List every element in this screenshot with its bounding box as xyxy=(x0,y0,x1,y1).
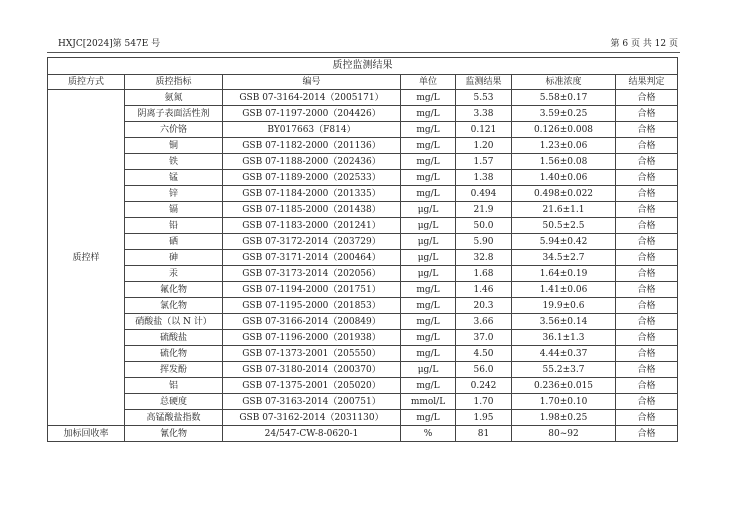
standard-cell: 0.236±0.015 xyxy=(512,378,616,394)
table-row xyxy=(48,314,678,330)
indicator-cell: 阴离子表面活性剂 xyxy=(125,106,223,122)
qc-method-cell: 加标回收率 xyxy=(48,426,125,442)
indicator-cell: 锰 xyxy=(125,170,223,186)
result-cell: 1.46 xyxy=(456,282,512,298)
standard-cell: 50.5±2.5 xyxy=(512,218,616,234)
standard-cell: 1.70±0.10 xyxy=(512,394,616,410)
indicator-cell: 氨氮 xyxy=(125,90,223,106)
code-cell: GSB 07-3163-2014（200751） xyxy=(223,394,401,410)
standard-cell: 4.44±0.37 xyxy=(512,346,616,362)
column-header: 监测结果 xyxy=(456,75,512,90)
standard-cell: 19.9±0.6 xyxy=(512,298,616,314)
result-cell: 37.0 xyxy=(456,330,512,346)
unit-cell: mg/L xyxy=(401,106,456,122)
indicator-cell: 锌 xyxy=(125,186,223,202)
table-row xyxy=(48,394,678,410)
standard-cell: 3.59±0.25 xyxy=(512,106,616,122)
unit-cell: μg/L xyxy=(401,234,456,250)
table-row xyxy=(48,186,678,202)
qc-method-cell: 质控样 xyxy=(48,90,125,426)
table-row xyxy=(48,426,678,442)
result-cell: 1.57 xyxy=(456,154,512,170)
result-cell: 1.20 xyxy=(456,138,512,154)
unit-cell: mg/L xyxy=(401,122,456,138)
unit-cell: mg/L xyxy=(401,298,456,314)
code-cell: BY017663（F814） xyxy=(223,122,401,138)
table-row xyxy=(48,138,678,154)
code-cell: GSB 07-3180-2014（200370） xyxy=(223,362,401,378)
table-row xyxy=(48,298,678,314)
result-cell: 50.0 xyxy=(456,218,512,234)
result-cell: 21.9 xyxy=(456,202,512,218)
judgement-cell: 合格 xyxy=(616,202,678,218)
unit-cell: μg/L xyxy=(401,202,456,218)
column-header: 质控指标 xyxy=(125,75,223,90)
judgement-cell: 合格 xyxy=(616,426,678,442)
code-cell: GSB 07-1375-2001（205020） xyxy=(223,378,401,394)
result-cell: 81 xyxy=(456,426,512,442)
indicator-cell: 铜 xyxy=(125,138,223,154)
table-row xyxy=(48,410,678,426)
unit-cell: mg/L xyxy=(401,90,456,106)
judgement-cell: 合格 xyxy=(616,106,678,122)
table-row xyxy=(48,234,678,250)
result-cell: 1.70 xyxy=(456,394,512,410)
judgement-cell: 合格 xyxy=(616,234,678,250)
table-row xyxy=(48,362,678,378)
result-cell: 20.3 xyxy=(456,298,512,314)
table-row xyxy=(48,346,678,362)
judgement-cell: 合格 xyxy=(616,282,678,298)
standard-cell: 21.6±1.1 xyxy=(512,202,616,218)
table-row xyxy=(48,218,678,234)
table-row xyxy=(48,170,678,186)
unit-cell: % xyxy=(401,426,456,442)
judgement-cell: 合格 xyxy=(616,410,678,426)
unit-cell: μg/L xyxy=(401,218,456,234)
standard-cell: 1.98±0.25 xyxy=(512,410,616,426)
code-cell: GSB 07-1194-2000（201751） xyxy=(223,282,401,298)
result-cell: 1.95 xyxy=(456,410,512,426)
table-row xyxy=(48,122,678,138)
unit-cell: mg/L xyxy=(401,314,456,330)
column-header: 结果判定 xyxy=(616,75,678,90)
code-cell: GSB 07-1189-2000（202533） xyxy=(223,170,401,186)
result-cell: 32.8 xyxy=(456,250,512,266)
judgement-cell: 合格 xyxy=(616,154,678,170)
code-cell: GSB 07-3166-2014（200849） xyxy=(223,314,401,330)
judgement-cell: 合格 xyxy=(616,186,678,202)
unit-cell: mg/L xyxy=(401,154,456,170)
standard-cell: 5.58±0.17 xyxy=(512,90,616,106)
code-cell: GSB 07-1184-2000（201335） xyxy=(223,186,401,202)
indicator-cell: 硝酸盐（以 N 计） xyxy=(125,314,223,330)
report-number: HXJC[2024]第 547E 号 xyxy=(58,39,161,49)
result-cell: 3.38 xyxy=(456,106,512,122)
unit-cell: μg/L xyxy=(401,266,456,282)
judgement-cell: 合格 xyxy=(616,266,678,282)
result-cell: 1.38 xyxy=(456,170,512,186)
judgement-cell: 合格 xyxy=(616,218,678,234)
table-row xyxy=(48,202,678,218)
page-header xyxy=(58,38,678,50)
standard-cell: 55.2±3.7 xyxy=(512,362,616,378)
code-cell: GSB 07-1195-2000（201853） xyxy=(223,298,401,314)
code-cell: GSB 07-1196-2000（201938） xyxy=(223,330,401,346)
indicator-cell: 铝 xyxy=(125,378,223,394)
indicator-cell: 氟化物 xyxy=(125,282,223,298)
unit-cell: mg/L xyxy=(401,186,456,202)
column-header: 标准浓度 xyxy=(512,75,616,90)
table-row xyxy=(48,154,678,170)
code-cell: 24/547-CW-8-0620-1 xyxy=(223,426,401,442)
table-title-row xyxy=(48,58,678,75)
judgement-cell: 合格 xyxy=(616,362,678,378)
unit-cell: μg/L xyxy=(401,250,456,266)
judgement-cell: 合格 xyxy=(616,122,678,138)
page-number: 第 6 页 共 12 页 xyxy=(610,39,678,49)
indicator-cell: 汞 xyxy=(125,266,223,282)
judgement-cell: 合格 xyxy=(616,138,678,154)
indicator-cell: 铅 xyxy=(125,218,223,234)
standard-cell: 0.498±0.022 xyxy=(512,186,616,202)
table-title: 质控监测结果 xyxy=(48,58,678,75)
standard-cell: 5.94±0.42 xyxy=(512,234,616,250)
judgement-cell: 合格 xyxy=(616,330,678,346)
unit-cell: μg/L xyxy=(401,362,456,378)
column-header: 单位 xyxy=(401,75,456,90)
code-cell: GSB 07-3173-2014（202056） xyxy=(223,266,401,282)
result-cell: 5.53 xyxy=(456,90,512,106)
judgement-cell: 合格 xyxy=(616,250,678,266)
result-cell: 5.90 xyxy=(456,234,512,250)
standard-cell: 1.64±0.19 xyxy=(512,266,616,282)
unit-cell: mg/L xyxy=(401,410,456,426)
judgement-cell: 合格 xyxy=(616,170,678,186)
code-cell: GSB 07-3162-2014（2031130） xyxy=(223,410,401,426)
qc-results-table xyxy=(47,57,678,442)
code-cell: GSB 07-3172-2014（203729） xyxy=(223,234,401,250)
indicator-cell: 总硬度 xyxy=(125,394,223,410)
indicator-cell: 高锰酸盐指数 xyxy=(125,410,223,426)
standard-cell: 3.56±0.14 xyxy=(512,314,616,330)
standard-cell: 34.5±2.7 xyxy=(512,250,616,266)
standard-cell: 80~92 xyxy=(512,426,616,442)
indicator-cell: 砷 xyxy=(125,250,223,266)
indicator-cell: 氰化物 xyxy=(125,426,223,442)
judgement-cell: 合格 xyxy=(616,298,678,314)
indicator-cell: 铁 xyxy=(125,154,223,170)
header-rule xyxy=(47,52,680,53)
indicator-cell: 硫化物 xyxy=(125,346,223,362)
standard-cell: 1.40±0.06 xyxy=(512,170,616,186)
table-row xyxy=(48,282,678,298)
code-cell: GSB 07-1188-2000（202436） xyxy=(223,154,401,170)
result-cell: 3.66 xyxy=(456,314,512,330)
judgement-cell: 合格 xyxy=(616,394,678,410)
code-cell: GSB 07-1183-2000（201241） xyxy=(223,218,401,234)
table-row xyxy=(48,330,678,346)
indicator-cell: 镉 xyxy=(125,202,223,218)
table-row xyxy=(48,266,678,282)
column-header: 编号 xyxy=(223,75,401,90)
indicator-cell: 挥发酚 xyxy=(125,362,223,378)
judgement-cell: 合格 xyxy=(616,314,678,330)
standard-cell: 1.56±0.08 xyxy=(512,154,616,170)
code-cell: GSB 07-3164-2014（2005171） xyxy=(223,90,401,106)
code-cell: GSB 07-1185-2000（201438） xyxy=(223,202,401,218)
judgement-cell: 合格 xyxy=(616,90,678,106)
indicator-cell: 六价铬 xyxy=(125,122,223,138)
code-cell: GSB 07-1197-2000（204426） xyxy=(223,106,401,122)
judgement-cell: 合格 xyxy=(616,378,678,394)
standard-cell: 0.126±0.008 xyxy=(512,122,616,138)
table-header-row xyxy=(48,75,678,90)
indicator-cell: 氯化物 xyxy=(125,298,223,314)
table-row xyxy=(48,378,678,394)
result-cell: 0.242 xyxy=(456,378,512,394)
result-cell: 0.494 xyxy=(456,186,512,202)
unit-cell: mg/L xyxy=(401,330,456,346)
standard-cell: 1.23±0.06 xyxy=(512,138,616,154)
unit-cell: mg/L xyxy=(401,138,456,154)
judgement-cell: 合格 xyxy=(616,346,678,362)
unit-cell: mg/L xyxy=(401,378,456,394)
indicator-cell: 硒 xyxy=(125,234,223,250)
result-cell: 56.0 xyxy=(456,362,512,378)
indicator-cell: 硫酸盐 xyxy=(125,330,223,346)
unit-cell: mmol/L xyxy=(401,394,456,410)
code-cell: GSB 07-1373-2001（205550） xyxy=(223,346,401,362)
code-cell: GSB 07-3171-2014（200464） xyxy=(223,250,401,266)
column-header: 质控方式 xyxy=(48,75,125,90)
result-cell: 1.68 xyxy=(456,266,512,282)
standard-cell: 1.41±0.06 xyxy=(512,282,616,298)
unit-cell: mg/L xyxy=(401,170,456,186)
table-row xyxy=(48,250,678,266)
table-row xyxy=(48,90,678,106)
table-row xyxy=(48,106,678,122)
unit-cell: mg/L xyxy=(401,346,456,362)
result-cell: 4.50 xyxy=(456,346,512,362)
result-cell: 0.121 xyxy=(456,122,512,138)
standard-cell: 36.1±1.3 xyxy=(512,330,616,346)
code-cell: GSB 07-1182-2000（201136） xyxy=(223,138,401,154)
unit-cell: mg/L xyxy=(401,282,456,298)
